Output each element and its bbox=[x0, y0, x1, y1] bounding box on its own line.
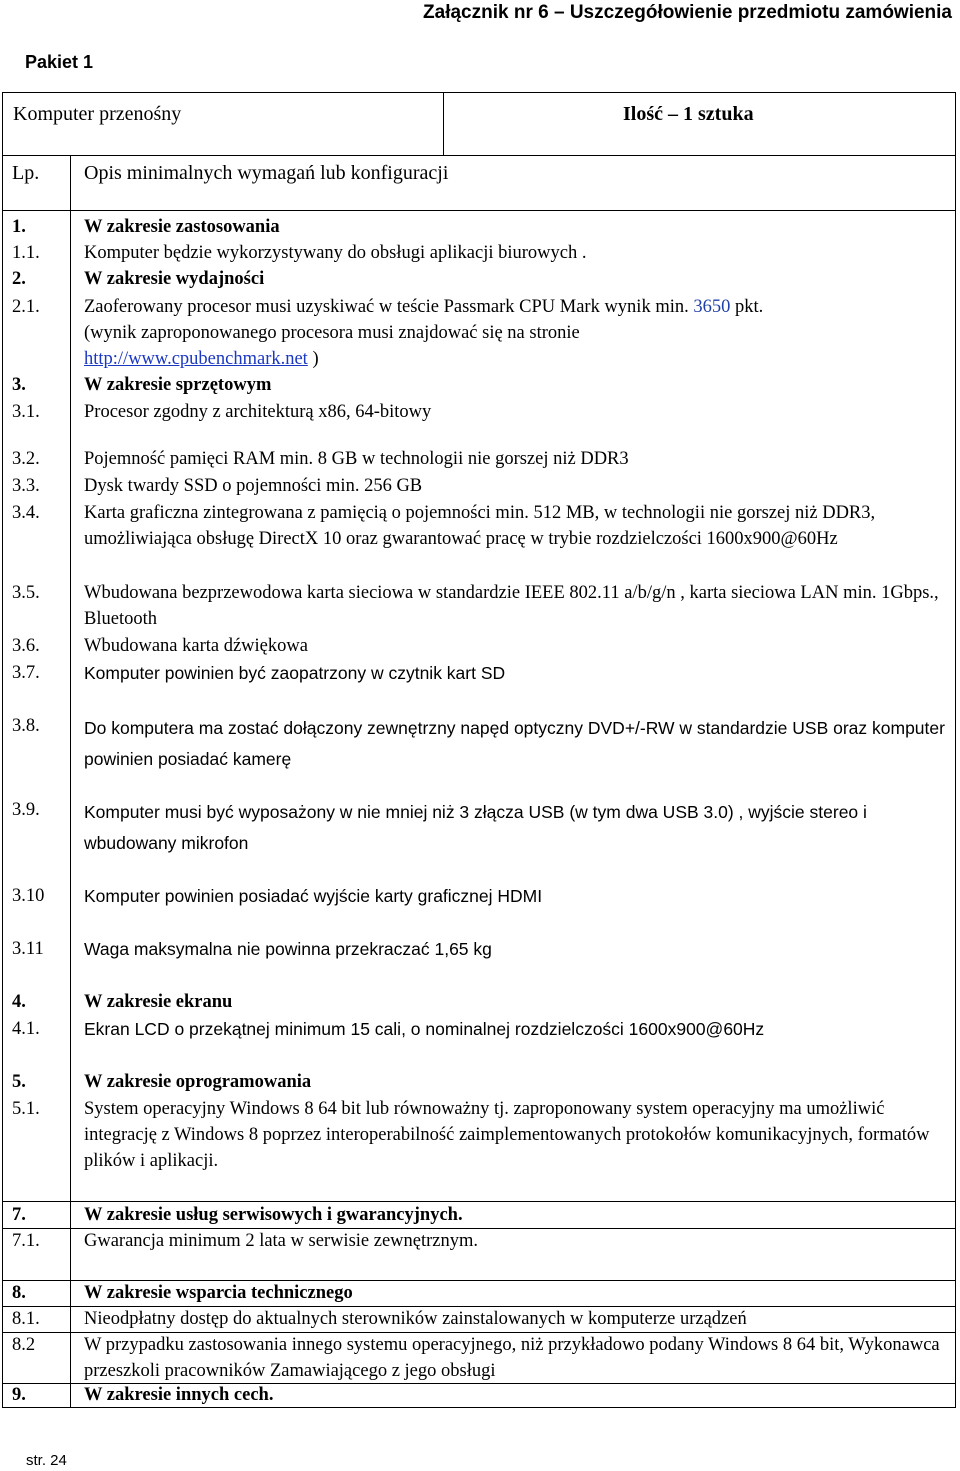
column-divider bbox=[70, 156, 71, 1407]
section-title: W zakresie ekranu bbox=[84, 992, 233, 1012]
section-title: W zakresie wsparcia technicznego bbox=[84, 1283, 353, 1303]
row-number: 7. bbox=[12, 1205, 26, 1225]
row-divider bbox=[3, 210, 955, 211]
row-number: 3.8. bbox=[12, 716, 40, 736]
package-label: Pakiet 1 bbox=[25, 52, 94, 72]
row-description: Do komputera ma zostać dołączony zewnętrzny napęd optyczny DVD+/-RW w standardzie USB oraz komputer powinien posiadać kamerę bbox=[84, 718, 945, 769]
row-number: 3. bbox=[12, 375, 26, 395]
product-quantity: Ilość – 1 sztuka bbox=[623, 103, 754, 125]
section-title: W zakresie zastosowania bbox=[84, 217, 280, 237]
specification-table bbox=[2, 156, 956, 1408]
cpubenchmark-link[interactable]: http://www.cpubenchmark.net bbox=[84, 349, 308, 369]
row-description: Gwarancja minimum 2 lata w serwisie zewnętrznym. bbox=[84, 1231, 479, 1251]
row-number: 3.11 bbox=[12, 939, 44, 959]
section-title: W zakresie oprogramowania bbox=[84, 1072, 312, 1092]
row-number: 5. bbox=[12, 1072, 26, 1092]
row-number: 3.2. bbox=[12, 449, 40, 469]
row-number: 3.4. bbox=[12, 503, 40, 523]
row-number: 5.1. bbox=[12, 1099, 40, 1119]
row-description: Komputer powinien być zaopatrzony w czytnik kart SD bbox=[84, 663, 506, 683]
product-name: Komputer przenośny bbox=[13, 103, 182, 125]
row-number: 1.1. bbox=[12, 243, 40, 263]
row-number: 1. bbox=[12, 217, 26, 237]
description-text: pkt. bbox=[730, 297, 764, 317]
section-title: W zakresie innych cech. bbox=[84, 1385, 274, 1405]
row-number: 3.7. bbox=[12, 663, 40, 683]
column-header-desc: Opis minimalnych wymagań lub konfiguracji bbox=[84, 162, 449, 184]
column-header-lp: Lp. bbox=[12, 162, 40, 184]
row-description: Pojemność pamięci RAM min. 8 GB w technologii nie gorszej niż DDR3 bbox=[84, 449, 629, 469]
header-divider bbox=[443, 93, 444, 155]
row-description bbox=[84, 294, 949, 372]
description-text: Zaoferowany procesor musi uzyskiwać w teście Passmark CPU Mark wynik min. bbox=[84, 297, 694, 317]
row-number: 8.1. bbox=[12, 1309, 40, 1329]
document-title: Załącznik nr 6 – Uszczegółowienie przedmiotu zamówienia bbox=[423, 2, 952, 23]
row-number: 3.9. bbox=[12, 800, 40, 820]
row-description: Waga maksymalna nie powinna przekraczać 1,65 kg bbox=[84, 939, 492, 959]
row-description: W przypadku zastosowania innego systemu operacyjnego, niż przykładowo podany Windows 8 64 bit, Wykonawca przeszkoli pracowników Zamawiającego z jego obsługi bbox=[84, 1335, 940, 1381]
row-number: 3.6. bbox=[12, 636, 40, 656]
row-number: 3.1. bbox=[12, 402, 40, 422]
product-header-table bbox=[2, 92, 956, 156]
description-text: (wynik zaproponowanego procesora musi znajdować się na stronie bbox=[84, 323, 580, 343]
row-number: 2. bbox=[12, 269, 26, 289]
row-description: System operacyjny Windows 8 64 bit lub równoważny tj. zaproponowany system operacyjny ma umożliwić integrację z Windows 8 poprzez interoperabilność zaimplementowanych protokołów komunikacyjnych, formatów plików i aplikacji. bbox=[84, 1099, 930, 1171]
row-description: Komputer będzie wykorzystywany do obsługi aplikacji biurowych . bbox=[84, 243, 587, 263]
section-title: W zakresie sprzętowym bbox=[84, 375, 272, 395]
page-number: str. 24 bbox=[26, 1452, 67, 1469]
row-number: 8. bbox=[12, 1283, 26, 1303]
row-number: 3.10 bbox=[12, 886, 45, 906]
row-number: 4. bbox=[12, 992, 26, 1012]
row-number: 7.1. bbox=[12, 1231, 40, 1251]
section-title: W zakresie wydajności bbox=[84, 269, 265, 289]
row-number: 9. bbox=[12, 1385, 26, 1405]
row-number: 8.2 bbox=[12, 1335, 36, 1355]
section-title: W zakresie usług serwisowych i gwarancyjnych. bbox=[84, 1205, 463, 1225]
row-description: Komputer powinien posiadać wyjście karty graficznej HDMI bbox=[84, 886, 543, 906]
description-text: ) bbox=[307, 349, 319, 369]
row-number: 3.3. bbox=[12, 476, 40, 496]
row-description: Komputer musi być wyposażony w nie mniej niż 3 złącza USB (w tym dwa USB 3.0) , wyjście stereo i wbudowany mikrofon bbox=[84, 802, 867, 853]
row-number: 4.1. bbox=[12, 1019, 40, 1039]
row-description: Dysk twardy SSD o pojemności min. 256 GB bbox=[84, 476, 423, 496]
row-description: Ekran LCD o przekątnej minimum 15 cali, o nominalnej rozdzielczości 1600x900@60Hz bbox=[84, 1019, 765, 1039]
row-description: Nieodpłatny dostęp do aktualnych sterowników zainstalowanych w komputerze urządzeń bbox=[84, 1309, 747, 1329]
row-description: Procesor zgodny z architekturą x86, 64-bitowy bbox=[84, 402, 432, 422]
row-description: Karta graficzna zintegrowana z pamięcią o pojemności min. 512 MB, w technologii nie gorszej niż DDR3, umożliwiająca obsługę DirectX 10 oraz gwarantować pracę w trybie rozdzielczości 1600x900@60Hz bbox=[84, 503, 876, 549]
highlighted-score: 3650 bbox=[693, 297, 731, 317]
row-number: 2.1. bbox=[12, 297, 40, 317]
row-number: 3.5. bbox=[12, 583, 40, 603]
row-description: Wbudowana bezprzewodowa karta sieciowa w standardzie IEEE 802.11 a/b/g/n , karta sieciowa LAN min. 1Gbps., Bluetooth bbox=[84, 583, 939, 629]
row-description: Wbudowana karta dźwiękowa bbox=[84, 636, 308, 656]
